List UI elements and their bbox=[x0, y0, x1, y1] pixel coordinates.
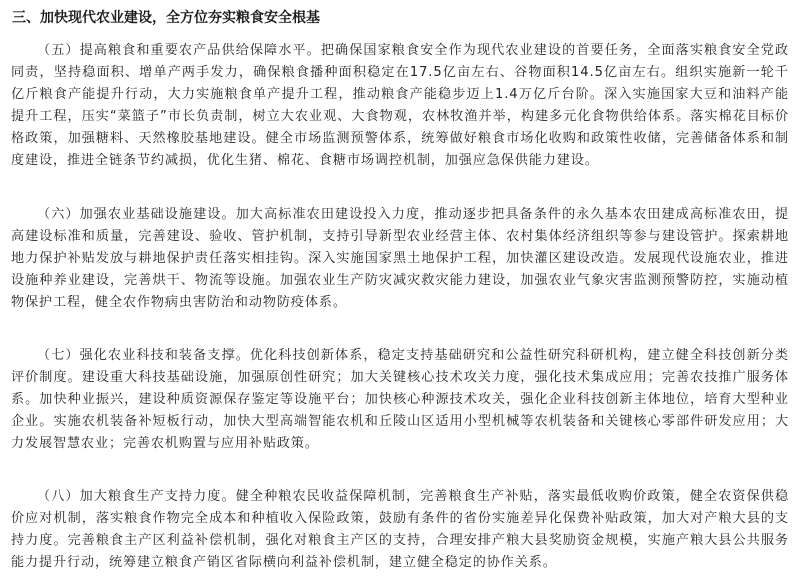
paragraph-eight-grain-support: （八）加大粮食生产支持力度。健全种粮农民收益保障机制，完善粮食生产补贴，落实最低收购价政策，健全农资保供稳价应对机制，落实粮食作物完全成本和种植收入保险政策，鼓励有条件的省份实施差异化保费补贴政策，加大对产粮大县的支持力度。完善粮食主产区利益补偿机制，强化对粮食主产区的支持，合理安排产粮大县奖励资金规模，实施产粮大县公共服务能力提升行动，统筹建立粮食产销区省际横向利益补偿机制，建立健全稳定的协作关系。 bbox=[11, 489, 789, 570]
paragraph-five-grain-supply: （五）提高粮食和重要农产品供给保障水平。把确保国家粮食安全作为现代农业建设的首要任务，全面落实粮食安全党政同责，坚持稳面积、增单产两手发力，确保粮食播种面积稳定在17.5亿亩左右、谷物面积14.5亿亩左右。组织实施新一轮千亿斤粮食产能提升行动，大力实施粮食单产提升工程，推动粮食产能稳步迈上1.4万亿斤台阶。深入实施国家大豆和油料产能提升工程，压实“菜篮子”市长负责制，树立大农业观、大食物观，农林牧渔并举，构建多元化食物供给体系。落实棉花目标价格政策，加强糖料、天然橡胶基地建设。健全市场监测预警体系，统筹做好粮食市场化收购和政策性收储，完善储备体系和制度建设，推进全链条节约减损，优化生猪、棉花、食糖市场调控机制，加强应急保供能力建设。 bbox=[11, 43, 789, 168]
paragraph-six-infrastructure: （六）加强农业基础设施建设。加大高标准农田建设投入力度，推动逐步把具备条件的永久基本农田建成高标准农田，提高建设标准和质量，完善建设、验收、管护机制，支持引导新型农业经营主体、农村集体经济组织等参与建设管护。探索耕地地力保护补贴发放与耕地保护责任落实相挂钩。深入实施国家黑土地保护工程，加快灌区建设改造。发展现代设施农业，推进设施种养业建设，完善烘干、物流等设施。加强农业生产防灾减灾救灾能力建设，加强农业气象灾害监测预警防控，实施动植物保护工程，健全农作物病虫害防治和动物防疫体系。 bbox=[11, 207, 789, 310]
paragraph-seven-technology: （七）强化农业科技和装备支撑。优化科技创新体系，稳定支持基础研究和公益性研究科研机构，建立健全科技创新分类评价制度。建设重大科技基础设施，加强原创性研究；加大关键核心技术攻关力度，强化技术集成应用；完善农技推广服务体系。加快种业振兴，建设种质资源保存鉴定等设施平台；加快核心种源技术攻关，强化企业科技创新主体地位，培育大型种业企业。实施农机装备补短板行动，加快大型高端智能农机和丘陵山区适用小型机械等农机装备和关键核心零部件研发应用；大力发展智慧农业；完善农机购置与应用补贴政策。 bbox=[11, 348, 789, 451]
section-heading: 三、加快现代农业建设，全方位夯实粮食安全根基 bbox=[12, 10, 320, 26]
